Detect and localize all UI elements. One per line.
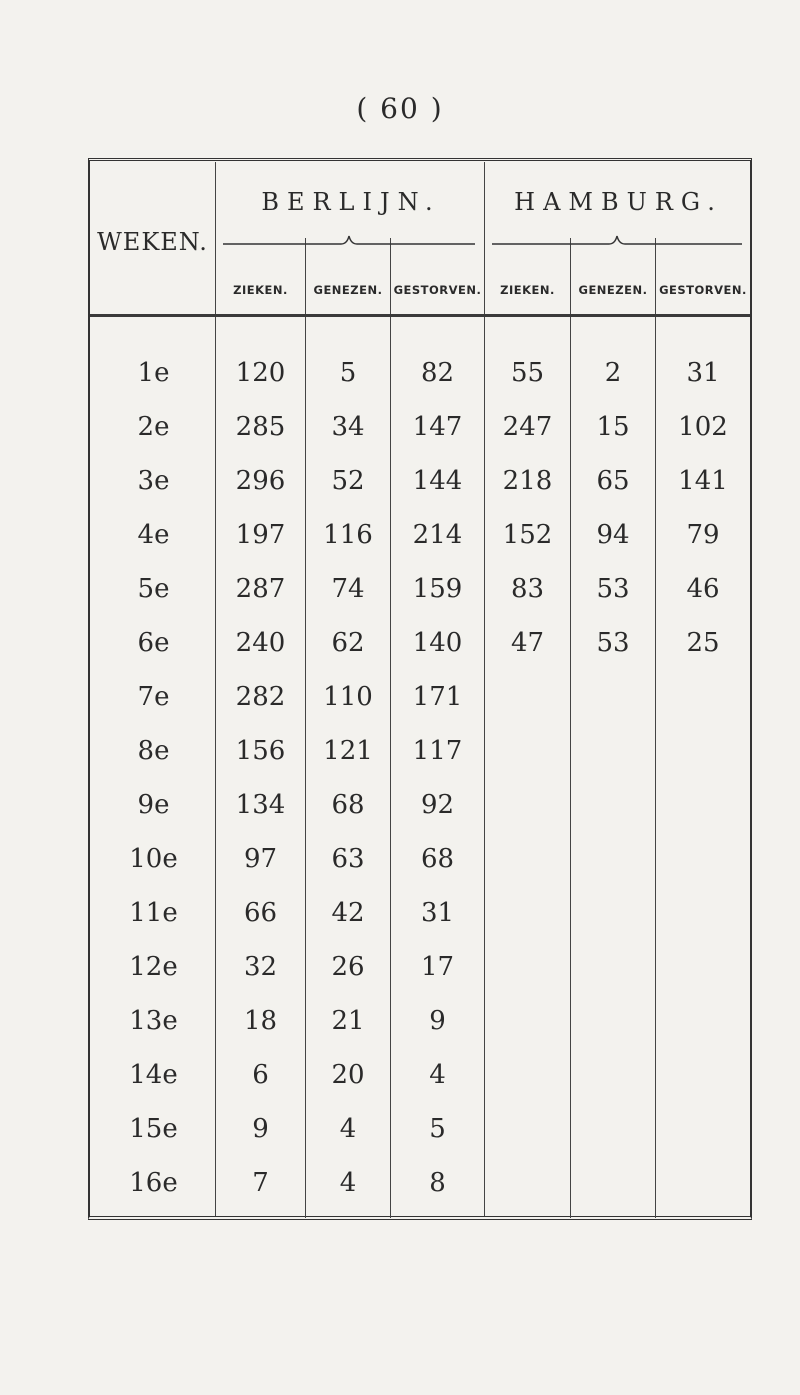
data-cell: 110 bbox=[323, 682, 373, 712]
data-cell: 147 bbox=[412, 412, 463, 442]
table-row bbox=[0, 628, 800, 678]
week-cell: 5e bbox=[137, 574, 170, 604]
week-cell: 14e bbox=[129, 1060, 178, 1090]
data-cell: 282 bbox=[235, 682, 286, 712]
data-cell: 82 bbox=[420, 358, 455, 388]
brace-hamburg bbox=[492, 234, 742, 246]
data-cell: 34 bbox=[331, 412, 365, 442]
table-row bbox=[0, 1060, 800, 1110]
data-cell: 5 bbox=[429, 1114, 446, 1144]
data-cell: 42 bbox=[331, 898, 365, 928]
data-cell: 159 bbox=[412, 574, 463, 604]
week-cell: 12e bbox=[129, 952, 178, 982]
data-cell: 197 bbox=[235, 520, 286, 550]
data-cell: 285 bbox=[235, 412, 286, 442]
data-cell: 287 bbox=[235, 574, 286, 604]
data-cell: 6 bbox=[252, 1060, 269, 1090]
city-header-hamburg: HAMBURG. bbox=[514, 188, 723, 216]
week-cell: 4e bbox=[137, 520, 170, 550]
data-cell: 66 bbox=[243, 898, 278, 928]
data-cell: 18 bbox=[243, 1006, 278, 1036]
table-row bbox=[0, 520, 800, 570]
data-cell: 53 bbox=[596, 574, 630, 604]
data-cell: 62 bbox=[331, 628, 365, 658]
week-cell: 6e bbox=[137, 628, 170, 658]
data-cell: 83 bbox=[510, 574, 545, 604]
table-row bbox=[0, 844, 800, 894]
data-cell: 31 bbox=[686, 358, 720, 388]
week-cell: 11e bbox=[129, 898, 178, 928]
table-row bbox=[0, 1006, 800, 1056]
week-cell: 10e bbox=[129, 844, 178, 874]
subheader-genezen: GENEZEN. bbox=[578, 283, 648, 297]
data-cell: 296 bbox=[235, 466, 286, 496]
week-cell: 2e bbox=[137, 412, 170, 442]
data-cell: 152 bbox=[502, 520, 553, 550]
data-cell: 21 bbox=[331, 1006, 365, 1036]
header-rule bbox=[90, 314, 750, 317]
subheader-zieken: ZIEKEN. bbox=[233, 283, 288, 297]
data-cell: 7 bbox=[252, 1168, 269, 1198]
data-cell: 121 bbox=[323, 736, 373, 766]
data-cell: 25 bbox=[686, 628, 720, 658]
data-cell: 52 bbox=[331, 466, 365, 496]
table-row bbox=[0, 790, 800, 840]
data-cell: 214 bbox=[412, 520, 463, 550]
data-cell: 9 bbox=[252, 1114, 269, 1144]
data-cell: 31 bbox=[420, 898, 455, 928]
data-cell: 20 bbox=[331, 1060, 365, 1090]
data-cell: 140 bbox=[412, 628, 463, 658]
table-row bbox=[0, 574, 800, 624]
page-number: ( 60 ) bbox=[356, 92, 444, 125]
data-cell: 4 bbox=[339, 1114, 357, 1144]
week-cell: 16e bbox=[129, 1168, 178, 1198]
data-cell: 17 bbox=[420, 952, 455, 982]
data-cell: 55 bbox=[510, 358, 545, 388]
data-cell: 247 bbox=[502, 412, 553, 442]
data-cell: 65 bbox=[596, 466, 630, 496]
subheader-zieken: ZIEKEN. bbox=[500, 283, 555, 297]
week-cell: 9e bbox=[137, 790, 170, 820]
table-row bbox=[0, 1168, 800, 1218]
data-cell: 32 bbox=[243, 952, 278, 982]
data-cell: 47 bbox=[510, 628, 545, 658]
data-cell: 68 bbox=[420, 844, 455, 874]
data-cell: 15 bbox=[596, 412, 630, 442]
data-cell: 156 bbox=[235, 736, 286, 766]
data-cell: 218 bbox=[502, 466, 553, 496]
weken-header: WEKEN. bbox=[97, 228, 208, 256]
data-cell: 5 bbox=[339, 358, 357, 388]
data-cell: 4 bbox=[429, 1060, 446, 1090]
data-cell: 26 bbox=[331, 952, 365, 982]
data-cell: 74 bbox=[331, 574, 365, 604]
data-cell: 171 bbox=[412, 682, 463, 712]
data-cell: 92 bbox=[420, 790, 455, 820]
table-row bbox=[0, 952, 800, 1002]
brace-berlijn bbox=[223, 234, 475, 246]
data-cell: 2 bbox=[604, 358, 622, 388]
data-cell: 120 bbox=[235, 358, 286, 388]
data-cell: 141 bbox=[678, 466, 728, 496]
week-cell: 7e bbox=[137, 682, 170, 712]
subheader-genezen: GENEZEN. bbox=[313, 283, 383, 297]
data-cell: 240 bbox=[235, 628, 286, 658]
table-row bbox=[0, 682, 800, 732]
table-row bbox=[0, 412, 800, 462]
subheader-gestorven: GESTORVEN. bbox=[393, 283, 482, 297]
data-cell: 68 bbox=[331, 790, 365, 820]
city-header-berlijn: BERLIJN. bbox=[261, 188, 441, 216]
week-cell: 13e bbox=[129, 1006, 178, 1036]
data-cell: 79 bbox=[686, 520, 720, 550]
table-row bbox=[0, 1114, 800, 1164]
data-cell: 102 bbox=[678, 412, 728, 442]
data-cell: 63 bbox=[331, 844, 365, 874]
data-cell: 144 bbox=[412, 466, 463, 496]
data-cell: 94 bbox=[596, 520, 630, 550]
data-cell: 4 bbox=[339, 1168, 357, 1198]
data-cell: 134 bbox=[235, 790, 286, 820]
data-cell: 46 bbox=[686, 574, 720, 604]
table-row bbox=[0, 358, 800, 408]
table-row bbox=[0, 736, 800, 786]
week-cell: 1e bbox=[137, 358, 170, 388]
data-cell: 116 bbox=[323, 520, 373, 550]
week-cell: 8e bbox=[137, 736, 170, 766]
data-cell: 117 bbox=[412, 736, 463, 766]
data-cell: 97 bbox=[243, 844, 278, 874]
week-cell: 15e bbox=[129, 1114, 178, 1144]
week-cell: 3e bbox=[137, 466, 170, 496]
data-cell: 9 bbox=[429, 1006, 446, 1036]
subheader-gestorven: GESTORVEN. bbox=[659, 283, 747, 297]
data-cell: 8 bbox=[429, 1168, 446, 1198]
table-row bbox=[0, 466, 800, 516]
data-cell: 53 bbox=[596, 628, 630, 658]
table-row bbox=[0, 898, 800, 948]
